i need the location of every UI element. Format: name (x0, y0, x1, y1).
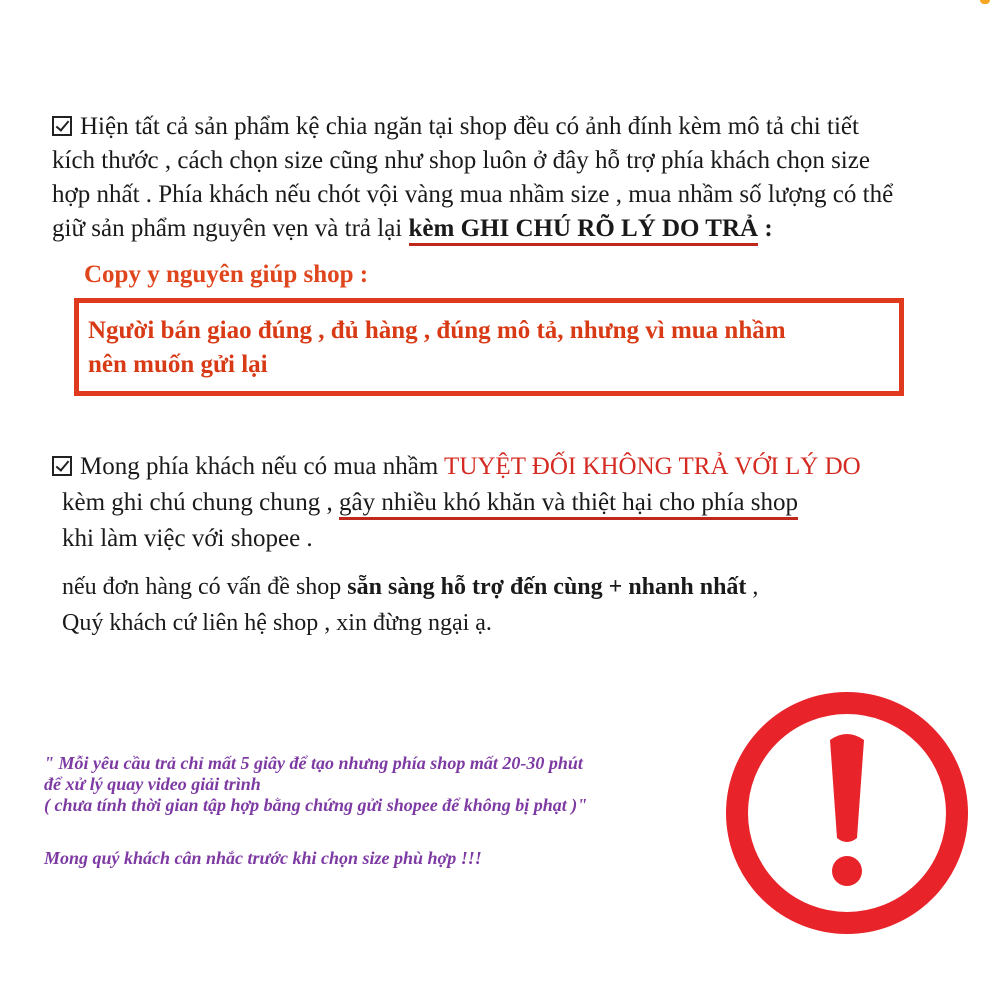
copy-box-text (88, 314, 898, 382)
copy-box-line1: Người bán giao đúng , đủ hàng , đúng mô tả, nhưng vì mua nhầm (88, 317, 786, 344)
note-line1: " Mỗi yêu cầu trả chỉ mất 5 giây để tạo nhưng phía shop mất 20-30 phút (44, 753, 583, 773)
support-emphasis: sẵn sàng hỗ trợ đến cùng + nhanh nhất (347, 574, 747, 600)
section1-line3: hợp nhất . Phía khách nếu chót vội vàng mua nhầm size , mua nhầm số lượng có thể (52, 181, 894, 208)
copy-box-line2: nên muốn gửi lại (88, 351, 268, 378)
copy-heading: Copy y nguyên giúp shop : (84, 261, 369, 288)
section3-line1 (62, 570, 758, 604)
note-line3: ( chưa tính thời gian tập hợp bằng chứng gửi shopee để không bị phạt )" (44, 795, 588, 815)
section2-line1-prefix: Mong phía khách nếu có mua nhầm (80, 453, 445, 480)
note-closing: Mong quý khách cân nhắc trước khi chọn size phù hợp !!! (44, 848, 482, 868)
checked-box-icon (52, 116, 72, 136)
section1-line1-text: Hiện tất cả sản phẩm kệ chia ngăn tại shop đều có ảnh đính kèm mô tả chi tiết (80, 113, 859, 140)
exclamation-warning-icon (722, 688, 972, 938)
section2-line1 (52, 450, 861, 484)
corner-decoration (980, 0, 990, 4)
return-reason-emphasis: kèm GHI CHÚ RÕ LÝ DO TRẢ (409, 215, 759, 246)
no-return-warning: TUYỆT ĐỐI KHÔNG TRẢ VỚI LÝ DO (444, 453, 861, 480)
section3-line1-suffix: , (746, 574, 759, 600)
section2-line3: khi làm việc với shopee . (62, 525, 313, 552)
section1-line4 (52, 212, 773, 246)
checked-box-icon (52, 456, 72, 476)
section3-line1-prefix: nếu đơn hàng có vấn đề shop (62, 574, 348, 600)
section2-line2-prefix: kèm ghi chú chung chung , (62, 489, 340, 516)
section2-line2 (62, 486, 798, 520)
section3-line2: Quý khách cứ liên hệ shop , xin đừng ngại ạ. (62, 610, 492, 636)
section1-line2: kích thước , cách chọn size cũng như shop luôn ở đây hỗ trợ phía khách chọn size (52, 147, 870, 174)
section1-line1 (52, 110, 859, 144)
note-line2: để xử lý quay video giải trình (44, 774, 261, 794)
section1-line4-suffix: : (758, 215, 773, 242)
damage-underlined: gây nhiều khó khăn và thiệt hại cho phía shop (339, 489, 798, 520)
section1-line4-prefix: giữ sản phẩm nguyên vẹn và trả lại (52, 215, 409, 242)
